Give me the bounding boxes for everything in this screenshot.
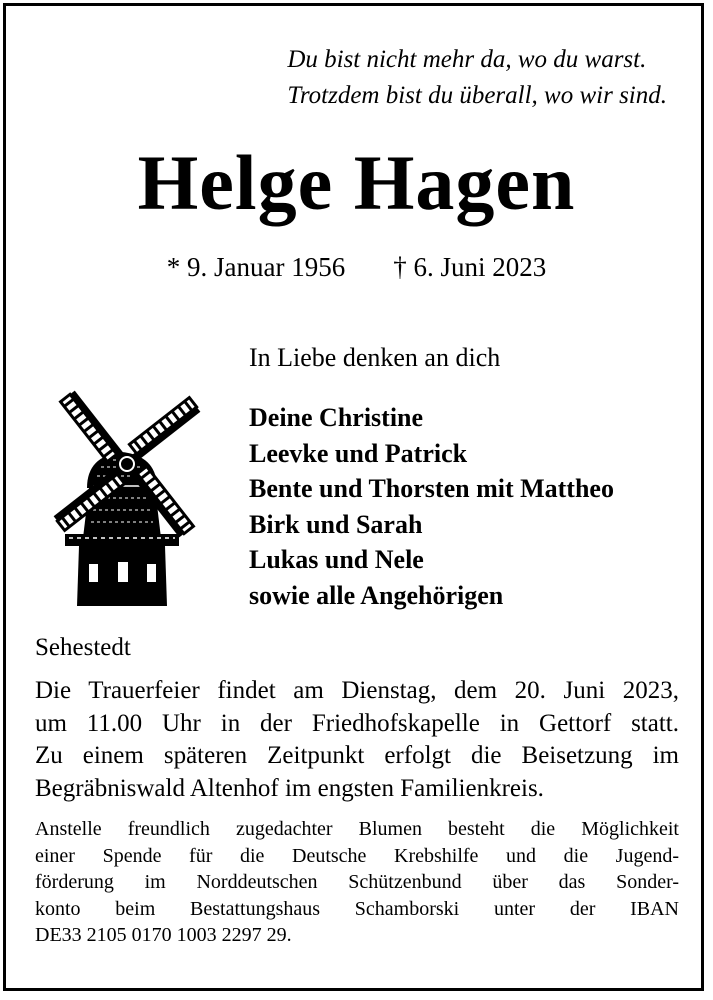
service-info: [35, 675, 679, 805]
donation-line: Anstelle freundlich zugedachter Blumen besteht die Möglichkeit: [35, 818, 679, 840]
windmill-icon: [35, 368, 210, 608]
service-line: Begräbniswald Altenhof im engsten Familienkreis.: [35, 774, 544, 802]
life-dates: [0, 250, 713, 284]
deceased-name: Helge Hagen: [137, 139, 576, 226]
family-member: Lukas und Nele: [249, 545, 424, 574]
quote: [287, 42, 667, 114]
service-line: Die Trauerfeier findet am Dienstag, dem 20. Juni 2023,: [35, 677, 679, 704]
donation-line: förderung im Norddeutschen Schützenbund über das Sonder-: [35, 871, 679, 893]
quote-line-1: Du bist nicht mehr da, wo du warst.: [287, 46, 647, 73]
family-member: sowie alle Angehörigen: [249, 580, 504, 610]
remembrance-line: In Liebe denken an dich: [249, 343, 501, 372]
family-list: [249, 400, 614, 613]
family-member: Leevke und Patrick: [249, 438, 468, 468]
death-date: † 6. Juni 2023: [393, 252, 547, 282]
donation-line: konto beim Bestattungshaus Schamborski unter der IBAN: [35, 897, 679, 920]
donation-info: [35, 816, 679, 949]
service-line: Zu einem späteren Zeitpunkt erfolgt die Beisetzung im: [35, 742, 679, 769]
service-line: um 11.00 Uhr in der Friedhofskapelle in Gettorf statt.: [35, 709, 679, 737]
family-member: Birk und Sarah: [249, 509, 423, 539]
donation-line: einer Spende für die Deutsche Krebshilfe und die Jugend-: [35, 844, 679, 867]
donation-line: DE33 2105 0170 1003 2297 29.: [35, 924, 292, 946]
family-member: Deine Christine: [249, 403, 424, 432]
family-member: Bente und Thorsten mit Mattheo: [249, 474, 614, 503]
place: Sehestedt: [35, 634, 131, 661]
quote-line-2: Trotzdem bist du überall, wo wir sind.: [287, 82, 667, 109]
birth-date: * 9. Januar 1956: [166, 252, 346, 282]
